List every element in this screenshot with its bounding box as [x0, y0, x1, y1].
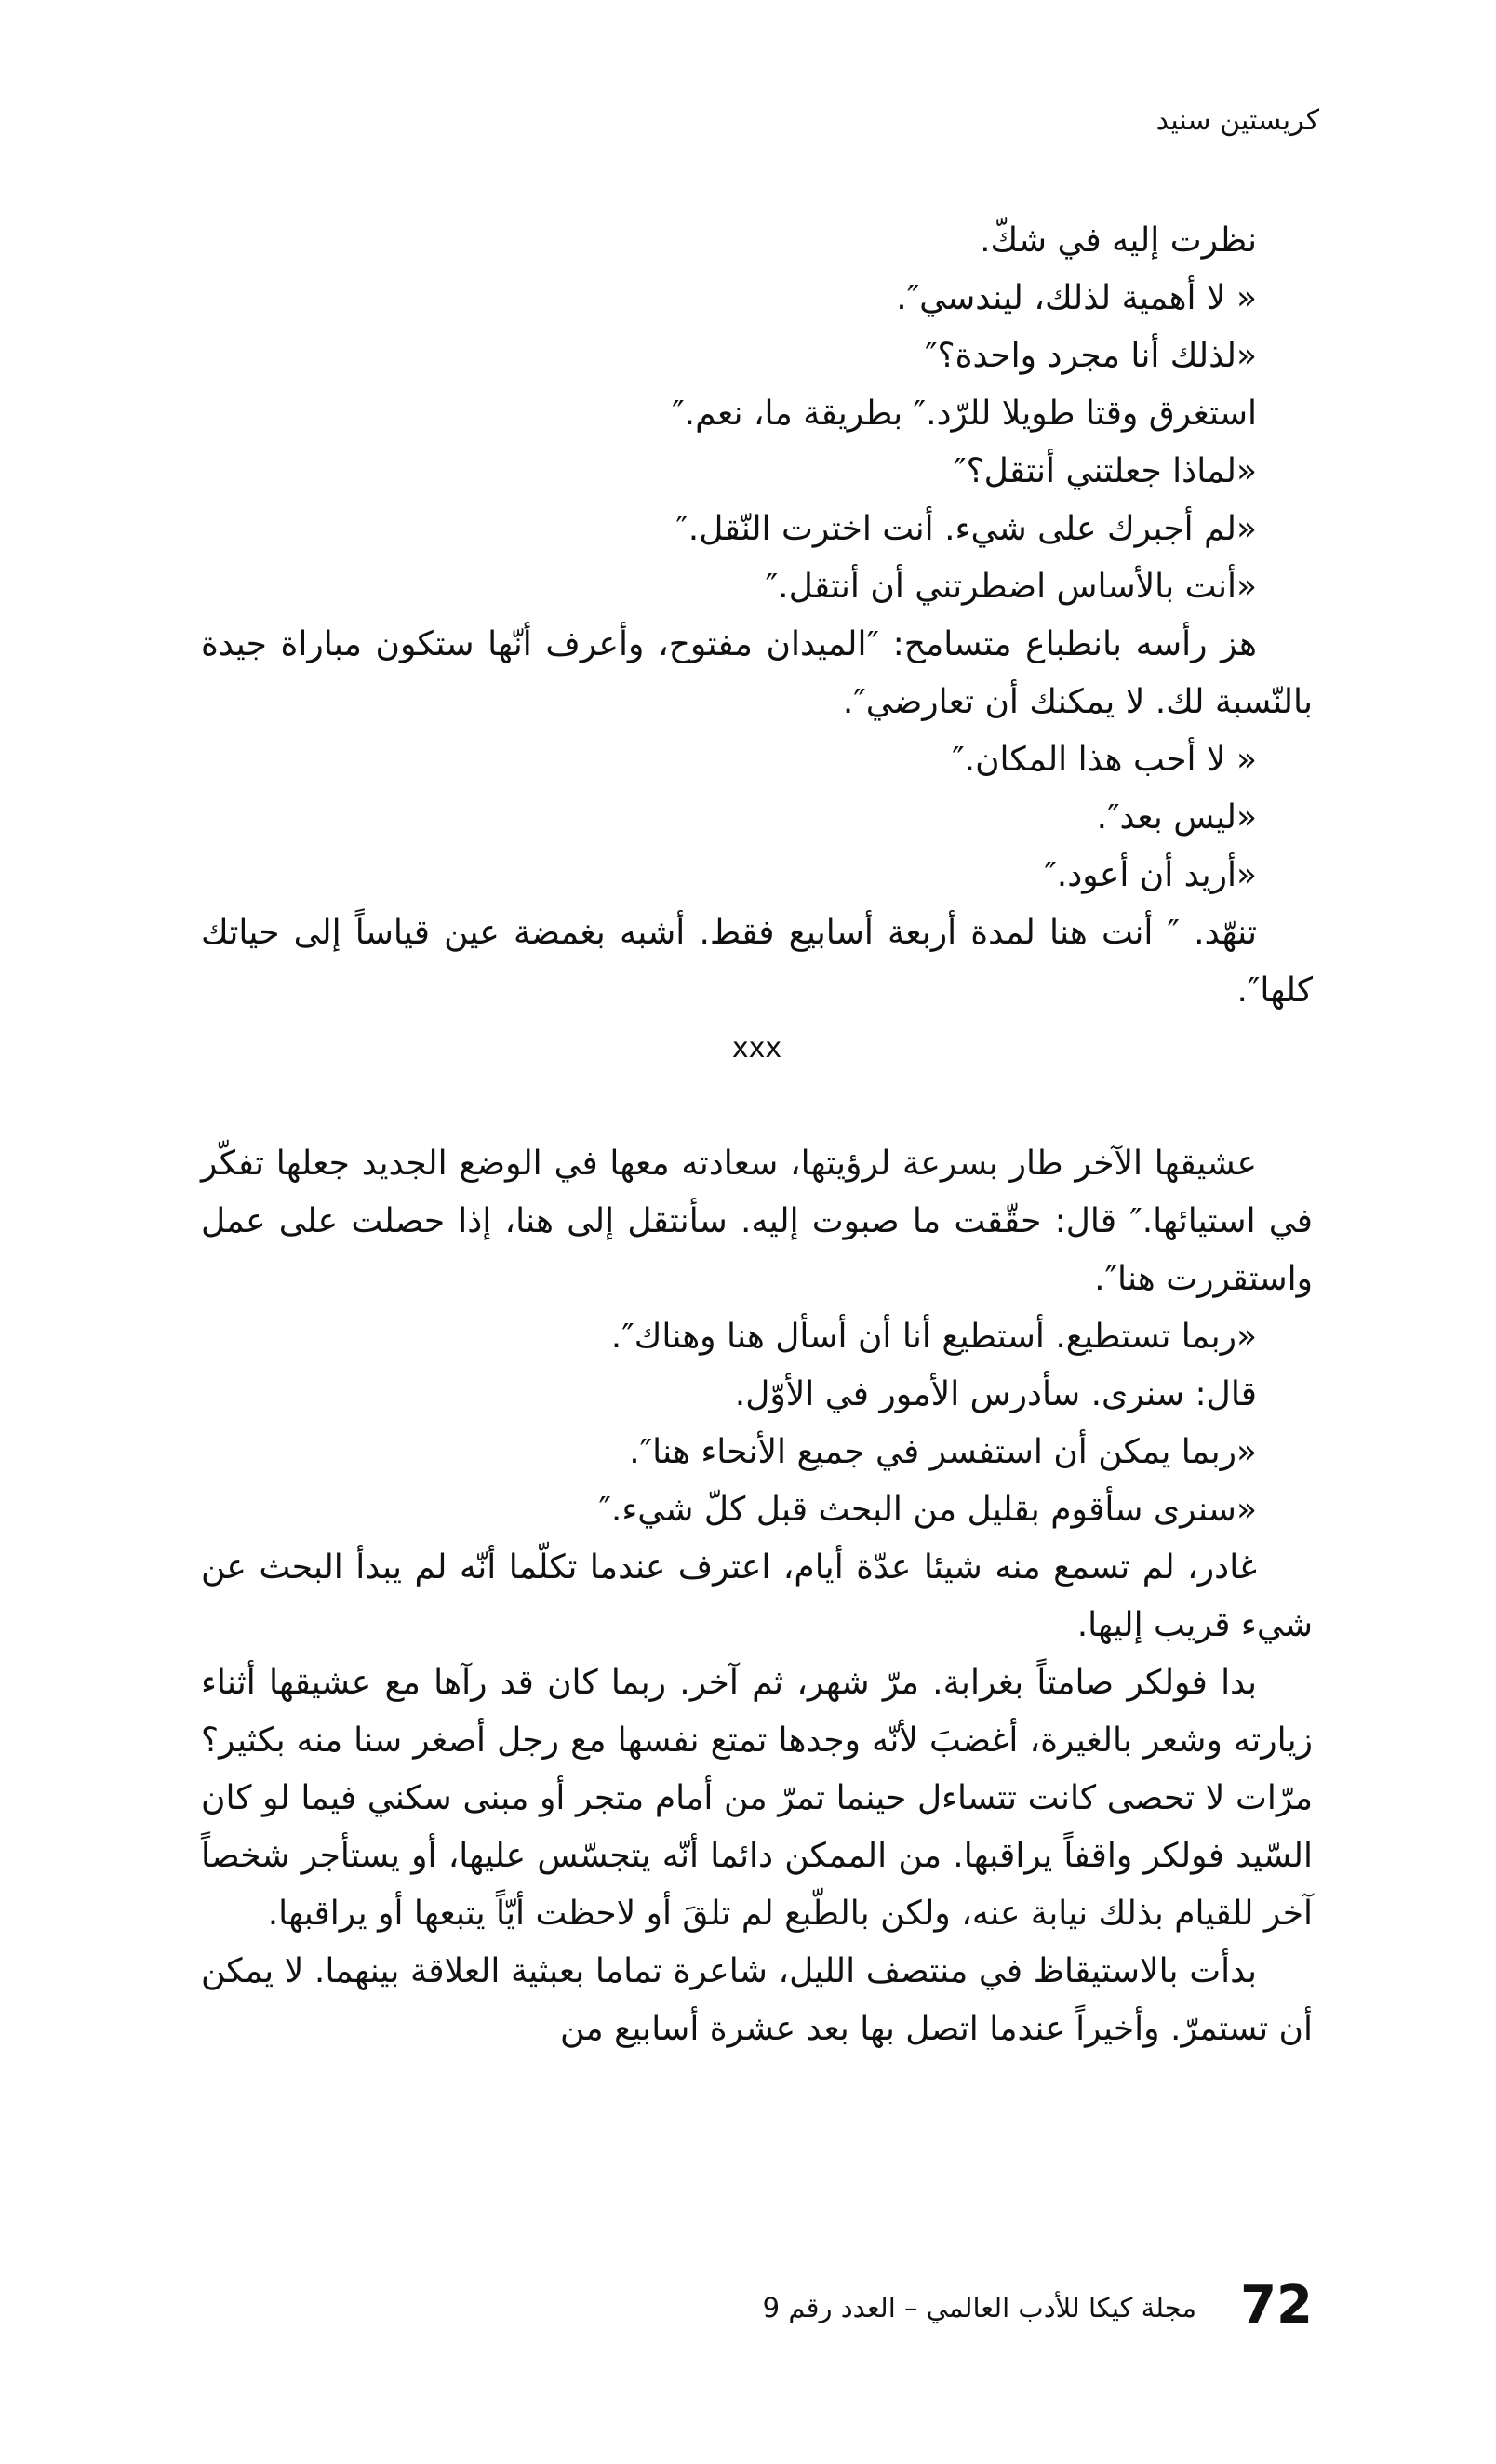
paragraph: عشيقها الآخر طار بسرعة لرؤيتها، سعادته معها في الوضع الجديد جعلها تفكّر في استيائها.″ قال: حقّقت ما صبوت إليه. سأنتقل إلى هنا، إذا حصلت على عمل واستقررت هنا″.: [201, 1145, 1313, 1298]
journal-title: مجلة كيكا للأدب العالمي – العدد رقم 9: [762, 2292, 1196, 2323]
body-text: [201, 212, 1313, 2058]
paragraph: «ليس بعد″.: [1096, 798, 1257, 837]
running-header: [1156, 104, 1319, 137]
paragraph: بدأت بالاستيقاظ في منتصف الليل، شاعرة تماما بعبثية العلاقة بينهما. لا يمكن أن تستمرّ. وأخيراً عندما اتصل بها بعد عشرة أسابيع من: [201, 1952, 1313, 2048]
paragraph: نظرت إليه في شكّ.: [980, 221, 1257, 260]
paragraph: هز رأسه بانطباع متسامح: ″الميدان مفتوح، وأعرف أنّها ستكون مباراة جيدة بالنّسبة لك. لا يمكنك أن تعارضي″.: [201, 625, 1313, 721]
paragraph: «لم أجبرك على شيء. أنت اخترت النّقل.″: [675, 510, 1257, 548]
page-number: 72: [1240, 2275, 1313, 2336]
section-separator: xxx: [731, 1032, 782, 1065]
paragraph: «لذلك أنا مجرد واحدة؟″: [925, 337, 1257, 375]
paragraph: «أنت بالأساس اضطرتني أن أنتقل.″: [765, 568, 1257, 606]
paragraph: «ربما يمكن أن استفسر في جميع الأنحاء هنا″.: [629, 1433, 1257, 1471]
paragraph: « لا أحب هذا المكان.″: [952, 741, 1257, 779]
paragraph: قال: سنرى. سأدرس الأمور في الأوّل.: [734, 1375, 1257, 1413]
paragraph: « لا أهمية لذلك، ليندسي″.: [896, 279, 1257, 317]
paragraph: غادر، لم تسمع منه شيئا عدّة أيام، اعترف عندما تكلّما أنّه لم يبدأ البحث عن شيء قريب إليها.: [201, 1548, 1313, 1644]
paragraph: «لماذا جعلتني أنتقل؟″: [954, 452, 1257, 490]
paragraph: «ربما تستطيع. أستطيع أنا أن أسأل هنا وهناك″.: [610, 1318, 1257, 1356]
paragraph: «أريد أن أعود.″: [1044, 856, 1257, 894]
paragraph: بدا فولكر صامتاً بغرابة. مرّ شهر، ثم آخر. ربما كان قد رآها مع عشيقها أثناء زيارته وشعر بالغيرة، أغضبَ لأنّه وجدها تمتع نفسها مع رجل أصغر سنا منه بكثير؟ مرّات لا تحصى كانت تتساءل حينما تمرّ من أمام متجر أو مبنى سكني فيما لو كان السّيد فولكر واقفاً يراقبها. من الممكن دائما أنّه يتجسّس عليها، أو يستأجر شخصاً آخر للقيام بذلك نيابة عنه، ولكن بالطّبع لم تلقَ أو لاحظت أيّاً يتبعها أو يراقبها.: [201, 1664, 1313, 1933]
paragraph: «سنرى سأقوم بقليل من البحث قبل كلّ شيء.″: [598, 1491, 1257, 1529]
paragraph: استغرق وقتا طويلا للرّد.″ بطريقة ما، نعم.″: [672, 395, 1257, 433]
author-name: كريستين سنيد: [1155, 104, 1319, 137]
paragraph: تنهّد. ″ أنت هنا لمدة أربعة أسابيع فقط. أشبه بغمضة عين قياساً إلى حياتك كلها″.: [201, 914, 1313, 1010]
page-footer: [201, 2275, 1313, 2350]
